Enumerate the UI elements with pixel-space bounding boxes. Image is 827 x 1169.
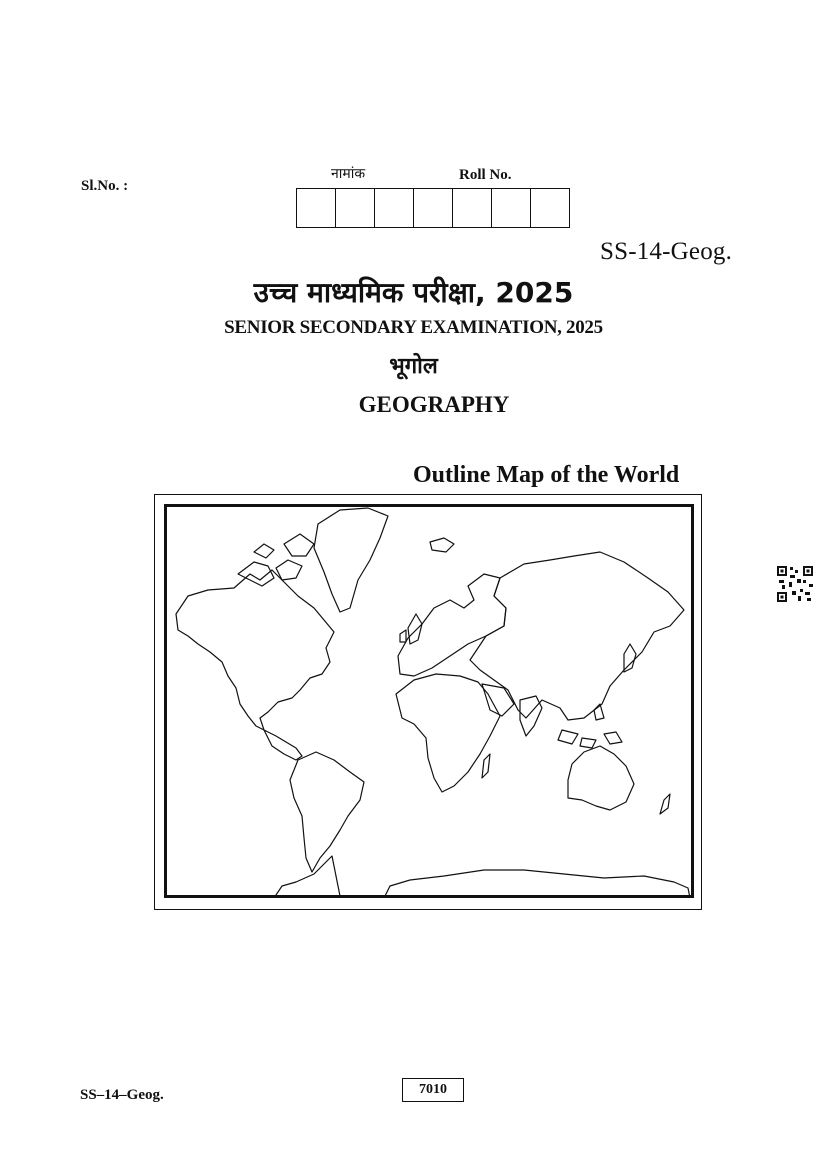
roll-digit-box[interactable] bbox=[492, 189, 531, 227]
central-america-outline bbox=[264, 730, 302, 760]
iceland-outline bbox=[430, 538, 454, 552]
exam-title-english: SENIOR SECONDARY EXAMINATION, 2025 bbox=[224, 317, 603, 338]
map-title: Outline Map of the World bbox=[413, 462, 680, 488]
paper-code-bottom: SS–14–Geog. bbox=[80, 1087, 164, 1103]
qr-code-icon bbox=[776, 565, 814, 603]
paper-code-top: SS-14-Geog. bbox=[600, 238, 733, 265]
south-east-asia-islands-outline bbox=[558, 704, 622, 748]
roll-digit-box[interactable] bbox=[336, 189, 375, 227]
asia-outline bbox=[470, 552, 684, 720]
subject-title-hindi: भूगोल bbox=[389, 354, 438, 379]
exam-title-hindi: उच्च माध्यमिक परीक्षा, 2025 bbox=[253, 276, 574, 309]
page-number-box: 7010 bbox=[402, 1078, 464, 1102]
roll-number-boxes[interactable] bbox=[296, 188, 570, 228]
roll-digit-box[interactable] bbox=[453, 189, 492, 227]
europe-outline bbox=[398, 574, 506, 676]
antarctica-outline bbox=[274, 856, 690, 898]
roll-digit-box[interactable] bbox=[531, 189, 569, 227]
arctic-islands-outline bbox=[238, 534, 314, 586]
north-america-outline bbox=[176, 570, 334, 730]
roll-number-label: Roll No. bbox=[459, 167, 512, 183]
british-isles-outline bbox=[400, 614, 422, 644]
namank-label: नामांक bbox=[331, 166, 366, 182]
world-outline-map bbox=[164, 504, 694, 898]
serial-number-label: Sl.No. : bbox=[81, 178, 129, 194]
roll-digit-box[interactable] bbox=[375, 189, 414, 227]
roll-digit-box[interactable] bbox=[297, 189, 336, 227]
madagascar-outline bbox=[482, 754, 490, 778]
south-america-outline bbox=[290, 752, 364, 872]
subject-title-english: GEOGRAPHY bbox=[358, 392, 510, 417]
new-zealand-outline bbox=[660, 794, 670, 814]
roll-digit-box[interactable] bbox=[414, 189, 453, 227]
australia-outline bbox=[568, 746, 634, 810]
greenland-outline bbox=[314, 508, 388, 612]
